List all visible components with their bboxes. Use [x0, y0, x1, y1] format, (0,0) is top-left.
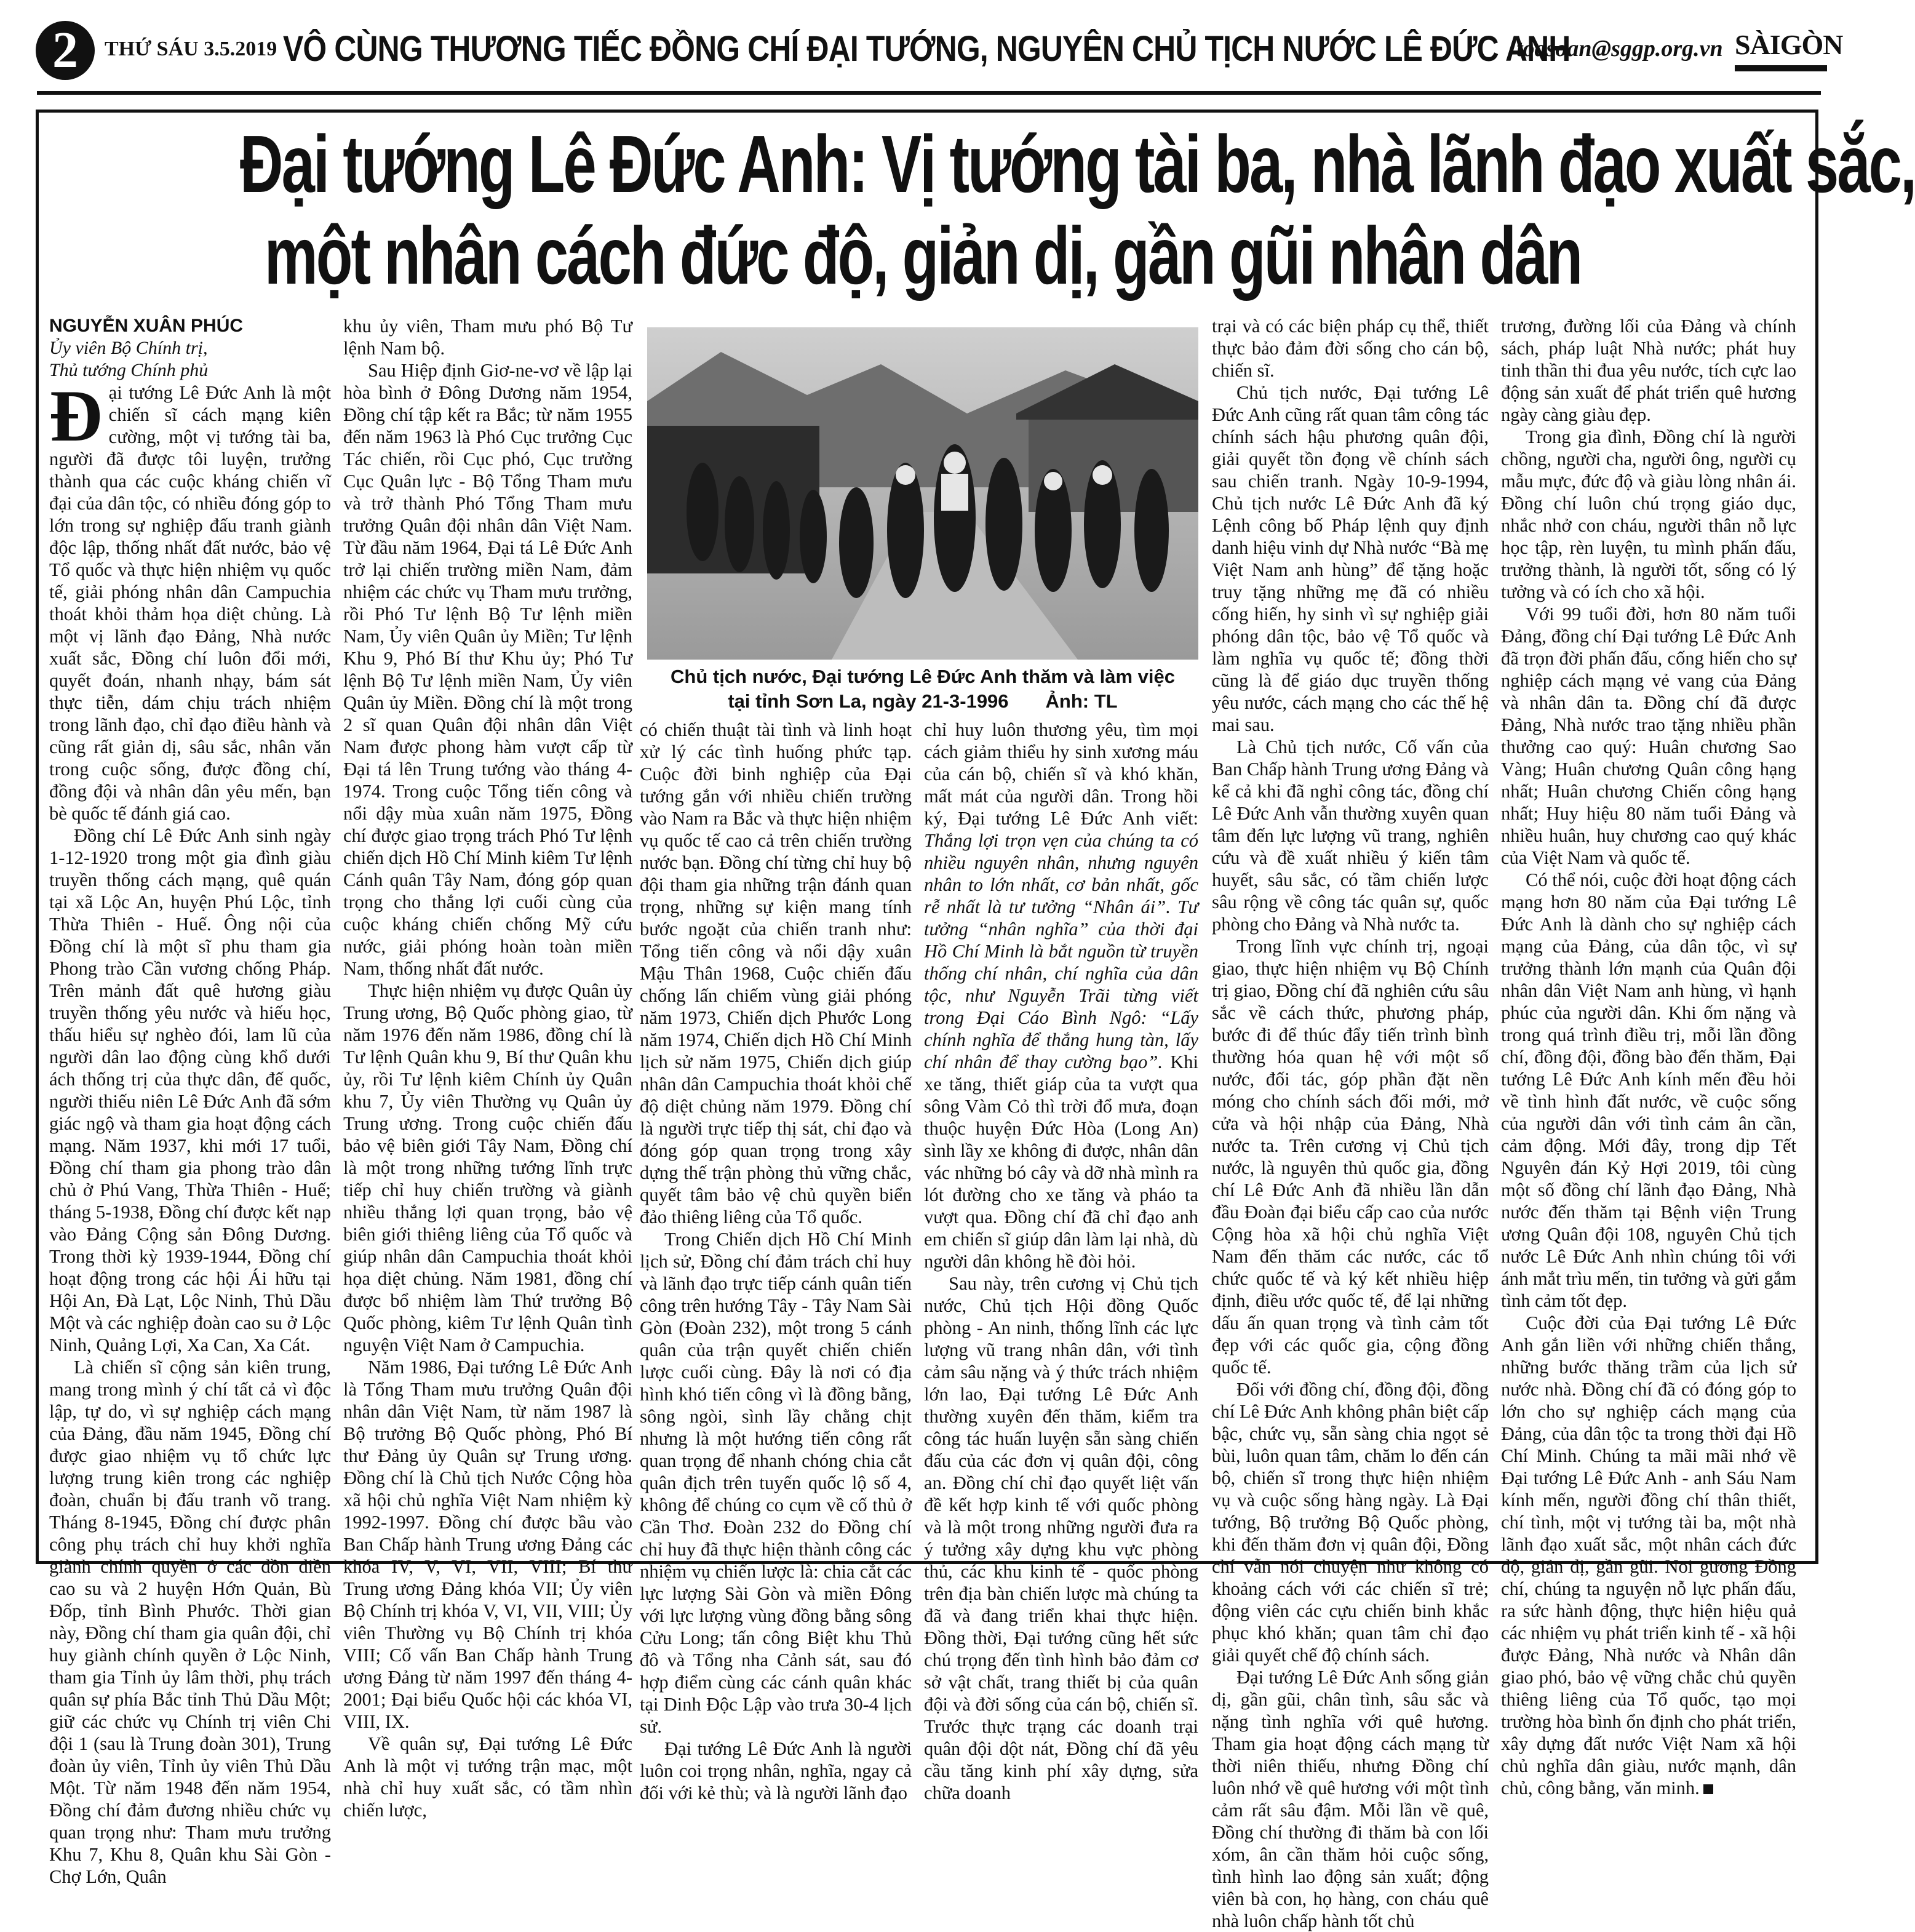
end-of-article-mark: [1703, 1784, 1713, 1794]
paragraph: trương, đường lối của Đảng và chính sách, pháp luật Nhà nước; phát huy tinh thần thi đua yêu nước, tích cực lao động sản xuất để phát triển quê hương ngày càng giàu đẹp.: [1501, 316, 1796, 425]
logo-underline: [1735, 65, 1827, 71]
article-column-2: [343, 315, 632, 1821]
news-photo: [647, 327, 1198, 660]
paragraph: khu ủy viên, Tham mưu phó Bộ Tư lệnh Nam bộ.: [343, 316, 632, 359]
paragraph: Là Chủ tịch nước, Cố vấn của Ban Chấp hành Trung ương Đảng và kể cả khi đã nghỉ công tác, đồng chí Lê Đức Anh vẫn thường xuyên quan tâm đến lực lượng vũ trang, nghiên cứu và đề xuất nhiều ý kiến tâm huyết, sâu sắc, có tầm chiến lược sâu rộng về công tác quân sự, quốc phòng cho Đảng và Nhà nước ta.: [1212, 736, 1489, 935]
paragraph: Đại tướng Lê Đức Anh là người luôn coi trọng nhân, nghĩa, ngay cả đối với kẻ thù; và là người lãnh đạo: [640, 1738, 912, 1803]
article-column-1: [49, 315, 331, 1887]
masthead: [25, 14, 1843, 86]
paragraph-text: Cuộc đời của Đại tướng Lê Đức Anh gắn liền với những chiến thắng, những bước thăng trầm của lịch sử nước nhà. Đồng chí đã có đóng góp to lớn cho sự nghiệp cách mạng của Đảng, của dân tộc ta trong thời đại Hồ Chí Minh. Chúng ta mãi mãi nhớ về Đại tướng Lê Đức Anh - anh Sáu Nam kính mến, người đồng chí thân thiết, chí tình, một vị tướng tài ba, một nhà lãnh đạo xuất sắc, một nhân cách đức độ, giản dị, gần gũi. Noi gương Đồng chí, chúng ta nguyện nỗ lực phấn đấu, ra sức hành động, thực hiện hiệu quả các nhiệm vụ phát triển kinh tế - xã hội được Đảng, Nhà nước và Nhân dân giao phó, bảo vệ vững chắc chủ quyền thiêng liêng của Tổ quốc, tạo mọi trường hòa bình ổn định cho phát triển, xây dựng đất nước Việt Nam xã hội chủ nghĩa dân giàu, nước mạnh, dân chủ, công bằng, văn minh.: [1501, 1312, 1796, 1798]
paragraph: có chiến thuật tài tình và linh hoạt xử lý các tình huống phức tạp. Cuộc đời binh nghiệp của Đại tướng gắn với nhiều chiến trường vào Nam ra Bắc và thực hiện nhiệm vụ quốc tế cao cả trên chiến trường nước bạn. Đồng chí từng chỉ huy bộ đội tham gia những trận đánh quan trọng, những sự kiện mang tính bước ngoặt của chiến tranh như: Tổng tiến công và nổi dậy xuân Mậu Thân 1968, Cuộc chiến đấu chống lấn chiếm vùng giải phóng năm 1973, Chiến dịch Phước Long năm 1974, Chiến dịch Hồ Chí Minh lịch sử năm 1975, Chiến dịch giúp nhân dân Campuchia thoát khỏi chế độ diệt chủng năm 1979. Đồng chí là người trực tiếp thị sát, chỉ đạo và đóng góp quan trọng trong xây dựng thế trận phòng thủ vững chắc, quyết tâm bảo vệ chủ quyền biển đảo thiêng liêng của Tổ quốc.: [640, 719, 912, 1227]
caption-location-date: tại tỉnh Sơn La, ngày 21-3-1996: [728, 690, 1009, 712]
newsroom-email: toasoan@sggp.org.vn: [1516, 36, 1723, 62]
paragraph: Chủ tịch nước, Đại tướng Lê Đức Anh cũng rất quan tâm công tác chính sách hậu phương quân đội, giải quyết tồn đọng về chính sách sau chiến tranh. Ngày 10-9-1994, Chủ tịch nước Lê Đức Anh đã ký Lệnh công bố Pháp lệnh quy định danh hiệu vinh dự Nhà nước “Bà mẹ Việt Nam anh hùng” để tặng hoặc truy tặng những mẹ đã có nhiều cống hiến, hy sinh vì sự nghiệp giải phóng dân tộc, bảo vệ Tổ quốc và làm nghĩa vụ quốc tế; đồng thời cũng là để giáo dục truyền thống yêu nước, cách mạng cho các thế hệ mai sau.: [1212, 382, 1489, 735]
paragraph: Sau này, trên cương vị Chủ tịch nước, Chủ tịch Hội đồng Quốc phòng - An ninh, thống lĩnh các lực lượng vũ trang nhân dân, với tình cảm sâu nặng và ý thức trách nhiệm lớn lao, Đại tướng Lê Đức Anh thường xuyên đến thăm, kiểm tra công tác huấn luyện sẵn sàng chiến đấu của các đơn vị quân đội, công an. Đồng chí chỉ đạo quyết liệt vấn đề kết hợp kinh tế với quốc phòng và là một trong những người đưa ra ý tưởng xây dựng khu vực phòng thủ, các khu kinh tế - quốc phòng trên địa bàn chiến lược mà chúng ta đã và đang triển khai thực hiện. Đồng thời, Đại tướng cũng hết sức chú trọng đến tình hình bảo đảm cơ sở vật chất, trang thiết bị của quân đội và đời sống của cán bộ, chiến sĩ. Trước thực trạng các doanh trại quân đội dột nát, Đồng chí đã yêu cầu tăng kinh phí xây dựng, sửa chữa doanh: [924, 1273, 1198, 1803]
paragraph-with-quote: [924, 719, 1198, 1272]
paragraph: Trong Chiến dịch Hồ Chí Minh lịch sử, Đồng chí đảm trách chỉ huy và lãnh đạo trực tiếp cánh quân tiến công trên hướng Tây - Tây Nam Sài Gòn (Đoàn 232), một trong 5 cánh quân của trận quyết chiến chiến lược cuối cùng. Đây là nơi có địa hình khó tiến công vì là đồng bằng, sông ngòi, sình lầy chằng chịt nhưng là một hướng tiến công rất quan trọng để nhanh chóng chia cắt quân địch trên tuyến quốc lộ số 4, không để chúng co cụm về cố thủ ở Cần Thơ. Đoàn 232 do Đồng chí chỉ huy đã thực hiện thành công các nhiệm vụ chiến lược là: chia cắt các lực lượng Sài Gòn và miền Đông với lực lượng vùng đồng bằng sông Cửu Long; tấn công Biệt khu Thủ đô và Tổng nha Cảnh sát, sau đó hợp điểm cùng các cánh quân khác tại Dinh Độc Lập vào trưa 30-4 lịch sử.: [640, 1229, 912, 1737]
paragraph: Thực hiện nhiệm vụ được Quân ủy Trung ương, Bộ Quốc phòng giao, từ năm 1976 đến năm 1986, đồng chí là Tư lệnh Quân khu 9, Bí thư Quân khu ủy, rồi Tư lệnh kiêm Chính ủy Quân khu 7, Ủy viên Thường vụ Quân ủy Trung ương. Trong cuộc chiến đấu bảo vệ biên giới Tây Nam, Đồng chí là một trong những tướng lĩnh trực tiếp chỉ huy chiến trường và giành nhiều thắng lợi quan trọng, bảo vệ biên giới thiêng liêng của Tổ quốc và giúp nhân dân Campuchia thoát khỏi họa diệt chủng. Năm 1981, đồng chí được bổ nhiệm làm Thứ trưởng Bộ Quốc phòng, kiêm Tư lệnh Quân tình nguyện Việt Nam ở Campuchia.: [343, 980, 632, 1355]
lead-text: ại tướng Lê Đức Anh là một chiến sĩ cách mạng kiên cường, một vị tướng tài ba, người đã được tôi luyện, trưởng thành qua các cuộc kháng chiến vĩ đại của dân tộc, có nhiều đóng góp to lớn trong sự nghiệp đấu tranh giành độc lập, thống nhất đất nước, bảo vệ Tổ quốc và thực hiện nhiệm vụ quốc tế, giải phóng nhân dân Campuchia thoát khỏi thảm họa diệt chủng. Là một vị lãnh đạo Đảng, Nhà nước xuất sắc, Đồng chí luôn đổi mới, quyết đoán, nhanh nhạy, bám sát thực tiễn, dám chịu trách nhiệm trong lãnh đạo, chỉ đạo điều hành và cũng rất giản dị, sâu sắc, nhân văn trong cuộc sống, được đồng chí, đồng đội và nhân dân yêu mến, bạn bè quốc tế đánh giá cao.: [49, 382, 331, 824]
paragraph: trại và có các biện pháp cụ thể, thiết thực bảo đảm đời sống cho cán bộ, chiến sĩ.: [1212, 316, 1489, 381]
paragraph: Trong gia đình, Đồng chí là người chồng, người cha, người ông, người cụ mẫu mực, đức độ và giàu lòng nhân ái. Đồng chí luôn chú trọng giáo dục, nhắc nhở con cháu, người thân nỗ lực học tập, rèn luyện, tu mình phấn đấu, trưởng thành, là người tốt, sống có lý tưởng và có ích cho xã hội.: [1501, 426, 1796, 602]
lead-paragraph: [49, 375, 331, 824]
issue-date: THỨ SÁU 3.5.2019: [105, 38, 277, 60]
section-title: VÔ CÙNG THƯƠNG TIẾC ĐỒNG CHÍ ĐẠI TƯỚNG, NGUYÊN CHỦ TỊCH NƯỚC LÊ ĐỨC ANH: [283, 29, 1571, 69]
masthead-rule: [37, 91, 1821, 95]
author-name: NGUYỄN XUÂN PHÚC: [49, 316, 244, 336]
paragraph: Năm 1986, Đại tướng Lê Đức Anh là Tổng Tham mưu trưởng Quân đội nhân dân Việt Nam, từ năm 1987 là Bộ trưởng Bộ Quốc phòng, Phó Bí thư Đảng ủy Quân sự Trung ương. Đồng chí là Chủ tịch Nước Cộng hòa xã hội chủ nghĩa Việt Nam nhiệm kỳ 1992-1997. Đồng chí được bầu vào Ban Chấp hành Trung ương Đảng các khóa IV, V, VI, VII, VIII; Bí thư Trung ương Đảng khóa VII; Ủy viên Bộ Chính trị khóa V, VI, VII, VIII; Ủy viên Thường vụ Bộ Chính trị khóa VIII; Cố vấn Ban Chấp hành Trung ương Đảng từ năm 1997 đến tháng 4-2001; Đại biểu Quốc hội các khóa VI, VIII, IX.: [343, 1357, 632, 1732]
final-paragraph: [1501, 1312, 1796, 1799]
memoir-quote: Thắng lợi trọn vẹn của chúng ta có nhiều nguyên nhân, nhưng nguyên nhân to lớn nhất, cơ bản nhất, gốc rễ nhất là tư tưởng “Nhân ái”. Tư tưởng “nhân nghĩa” của thời đại Hồ Chí Minh là bắt nguồn từ truyền thống chí nhân, chí nghĩa của dân tộc, như Nguyễn Trãi từng viết trong Đại Cáo Bình Ngô: “Lấy chính nghĩa để thắng hung tàn, lấy chí nhân để thay cường bạo”.: [924, 830, 1198, 1072]
article-column-4: [924, 719, 1198, 1803]
paragraph: Có thể nói, cuộc đời hoạt động cách mạng hơn 80 năm của Đại tướng Lê Đức Anh là dành cho sự nghiệp cách mạng của Đảng, của dân tộc, vì sự trưởng thành lớn mạnh của Quân đội nhân dân Việt Nam anh hùng, vì hạnh phúc của người dân. Khi ốm nặng và trong quá trình điều trị, mỗi lần đồng chí, đồng đội, đồng bào đến thăm, Đại tướng Lê Đức Anh kính mến đều hỏi về tình hình đất nước, về cuộc sống của người dân với tình cảm ân cần, cảm động. Mới đây, trong dịp Tết Nguyên đán Kỷ Hợi 2019, tôi cùng một số đồng chí lãnh đạo Đảng, Nhà nước đến thăm tại Bệnh viện Trung ương Quân đội 108, nguyên Chủ tịch nước Lê Đức Anh nhìn chúng tôi với ánh mắt trìu mến, tin tưởng và gửi gắm tình cảm tốt đẹp.: [1501, 869, 1796, 1311]
photo-illustration: [647, 327, 1198, 660]
paragraph: Là chiến sĩ cộng sản kiên trung, mang trong mình ý chí tất cả vì độc lập, tự do, vì sự nghiệp cách mạng của Đảng, đầu năm 1945, Đồng chí được giao nhiệm vụ tổ chức lực lượng trung kiên trong các nghiệp đoàn, chuẩn bị đấu tranh võ trang. Tháng 8-1945, Đồng chí được phân công phụ trách chỉ huy khởi nghĩa giành chính quyền ở các đồn điền cao su và 2 huyện Hớn Quản, Bù Đốp, tỉnh Bình Phước. Thời gian này, Đồng chí tham gia quân đội, chỉ huy giành chính quyền ở Lộc Ninh, tham gia Tỉnh ủy lâm thời, phụ trách quân sự phía Bắc tỉnh Thủ Dầu Một; giữ các chức vụ Chính trị viên Chi đội 1 (sau là Trung đoàn 301), Trung đoàn ủy viên, Tỉnh ủy viên Thủ Dầu Một. Từ năm 1948 đến năm 1954, Đồng chí đảm đương nhiều chức vụ quan trọng như: Tham mưu trưởng Khu 7, Khu 8, Quân khu Sài Gòn - Chợ Lớn, Quân: [49, 1357, 331, 1887]
paragraph: Với 99 tuổi đời, hơn 80 năm tuổi Đảng, đồng chí Đại tướng Lê Đức Anh đã trọn đời phấn đấu, cống hiến cho sự nghiệp cách mạng vẻ vang của Đảng và nhân dân ta. Đồng chí đã được Đảng, Nhà nước trao tặng nhiều phần thưởng cao quý: Huân chương Sao Vàng; Huân chương Quân công hạng nhất; Huân chương Chiến công hạng nhất; Huy hiệu 80 năm tuổi Đảng và nhiều huân, huy chương cao quý khác của Việt Nam và quốc tế.: [1501, 604, 1796, 868]
paragraph: Đại tướng Lê Đức Anh sống giản dị, gần gũi, chân tình, sâu sắc và nặng tình nghĩa với quê hương. Tham gia hoạt động cách mạng từ thời niên thiếu, nhưng Đồng chí luôn nhớ về quê hương với một tình cảm rất sâu đậm. Mỗi lần về quê, Đồng chí thường đi thăm bà con lối xóm, ân cần thăm hỏi cuộc sống, tình hình lao động sản xuất; động viên bà con, họ hàng, con cháu quê nhà luôn chấp hành tốt chủ: [1212, 1667, 1489, 1931]
photo-credit: Ảnh: TL: [1045, 690, 1118, 712]
photo-caption: [647, 665, 1198, 714]
drop-cap: Đ: [49, 375, 103, 457]
author-role-2: Thủ tướng Chính phủ: [49, 360, 209, 380]
headline-line-2: một nhân cách đức độ, giản dị, gần gũi nhân dân: [264, 210, 1582, 301]
article-column-3: [640, 719, 912, 1803]
headline-line-1: Đại tướng Lê Đức Anh: Vị tướng tài ba, nhà lãnh đạo xuất sắc,: [240, 119, 1915, 209]
paragraph: Đồng chí Lê Đức Anh sinh ngày 1-12-1920 trong một gia đình giàu truyền thống cách mạng, quê quán tại xã Lộc An, huyện Phú Lộc, tỉnh Thừa Thiên - Huế. Ông nội của Đồng chí là một sĩ phu tham gia Phong trào Cần vương chống Pháp. Trên mảnh đất quê hương giàu truyền thống yêu nước và hiếu học, thấu hiểu sự nghèo đói, lam lũ của người dân lao động cùng khổ dưới ách thống trị của thực dân, đế quốc, người thiếu niên Lê Đức Anh đã sớm giác ngộ và tham gia hoạt động cách mạng. Năm 1937, khi mới 17 tuổi, Đồng chí tham gia phong trào dân chủ ở Phú Vang, Thừa Thiên - Huế; tháng 5-1938, Đồng chí được kết nạp vào Đảng Cộng sản Đông Dương. Trong thời kỳ 1939-1944, Đồng chí hoạt động trong các hội Ái hữu tại Hội An, Đà Lạt, Lộc Ninh, Thủ Dầu Một và các nghiệp đoàn cao su ở Lộc Ninh, Quảng Lợi, Xa Can, Xa Cát.: [49, 825, 331, 1355]
newspaper-logo: SÀIGÒN: [1735, 29, 1843, 60]
paragraph: Sau Hiệp định Giơ-ne-vơ về lập lại hòa bình ở Đông Dương năm 1954, Đồng chí tập kết ra Bắc; từ năm 1955 đến năm 1963 là Phó Cục trưởng Cục Tác chiến, rồi Cục phó, Cục trưởng Cục Quân lực - Bộ Tổng Tham mưu và trở thành Phó Tổng Tham mưu trưởng Quân đội nhân dân Việt Nam. Từ đầu năm 1964, Đại tá Lê Đức Anh trở lại chiến trường miền Nam, đảm nhiệm các chức vụ Tham mưu trưởng, rồi Phó Tư lệnh Bộ Tư lệnh miền Nam, Ủy viên Quân ủy Miền; Tư lệnh Khu 9, Phó Bí thư Khu ủy; Phó Tư lệnh Bộ Tư lệnh miền Nam, Ủy viên Quân ủy Miền. Đồng chí là một trong 2 sĩ quan Quân đội nhân dân Việt Nam được phong hàm vượt cấp từ Đại tá lên Trung tướng vào tháng 4-1974. Trong cuộc Tổng tiến công và nổi dậy mùa xuân năm 1975, Đồng chí được giao trọng trách Phó Tư lệnh chiến dịch Hồ Chí Minh kiêm Tư lệnh Cánh quân Tây Nam, đóng góp quan trọng cho thắng lợi cuối cùng của cuộc kháng chiến chống Mỹ cứu nước, giải phóng hoàn toàn miền Nam, thống nhất đất nước.: [343, 360, 632, 979]
article-column-6: [1501, 315, 1796, 1798]
caption-line-2: [647, 689, 1198, 714]
author-role-1: Ủy viên Bộ Chính trị,: [49, 338, 208, 358]
paragraph: Về quân sự, Đại tướng Lê Đức Anh là một vị tướng trận mạc, một nhà chỉ huy xuất sắc, có tầm nhìn chiến lược,: [343, 1733, 632, 1821]
paragraph: Trong lĩnh vực chính trị, ngoại giao, thực hiện nhiệm vụ Bộ Chính trị giao, Đồng chí đã nghiên cứu sâu sắc về cách thức, phương pháp, bước đi để thúc đẩy tiến trình bình thường hóa quan hệ với một số nước, đối tác, góp phần đặt nền móng cho chính sách đối mới, mở cửa và hội nhập của Đảng, Nhà nước ta. Trên cương vị Chủ tịch nước, là nguyên thủ quốc gia, đồng chí Lê Đức Anh đã nhiều lần dẫn đầu Đoàn đại biểu cấp cao của nước Cộng hòa xã hội chủ nghĩa Việt Nam đến thăm các nước, các tổ chức quốc tế và ký kết nhiều hiệp định, điều ước quốc tế, để lại những dấu ấn quan trọng và tình cảm tốt đẹp với các quốc gia, cộng đồng quốc tế.: [1212, 936, 1489, 1378]
paragraph-text: Khi xe tăng, thiết giáp của ta vượt qua sông Vàm Cỏ thì trời đổ mưa, đoạn thuộc huyện Đức Hòa (Long An) sình lầy xe không đi được, nhân dân vác những bó cây và dỡ nhà mình ra lót đường cho xe tăng và pháo ta vượt qua. Đồng chí đã chỉ đạo anh em chiến sĩ giúp dân làm lại nhà, dù người dân không hề đòi hỏi.: [924, 1052, 1198, 1272]
paragraph-text: chỉ huy luôn thương yêu, tìm mọi cách giảm thiểu hy sinh xương máu của cán bộ, chiến sĩ và khó khăn, mất mát của người dân. Trong hồi ký, Đại tướng Lê Đức Anh viết:: [924, 719, 1198, 829]
article-column-5: [1212, 315, 1489, 1931]
paragraph: Đối với đồng chí, đồng đội, đồng chí Lê Đức Anh không phân biệt cấp bậc, chức vụ, sẵn sàng chia ngọt sẻ bùi, luôn quan tâm, chăm lo đến cán bộ, chiến sĩ trong thực hiện nhiệm vụ và cuộc sống hàng ngày. Là Đại tướng, Bộ trưởng Bộ Quốc phòng, khi đến thăm đơn vị quân đội, Đồng chí vẫn nói chuyện như không có khoảng cách với các chiến sĩ trẻ; động viên các cựu chiến binh khắc phục khó khăn; quan tâm chỉ đạo giải quyết chế độ chính sách.: [1212, 1379, 1489, 1666]
caption-line-1: Chủ tịch nước, Đại tướng Lê Đức Anh thăm và làm việc: [671, 666, 1175, 687]
page-number: 2: [36, 21, 95, 80]
